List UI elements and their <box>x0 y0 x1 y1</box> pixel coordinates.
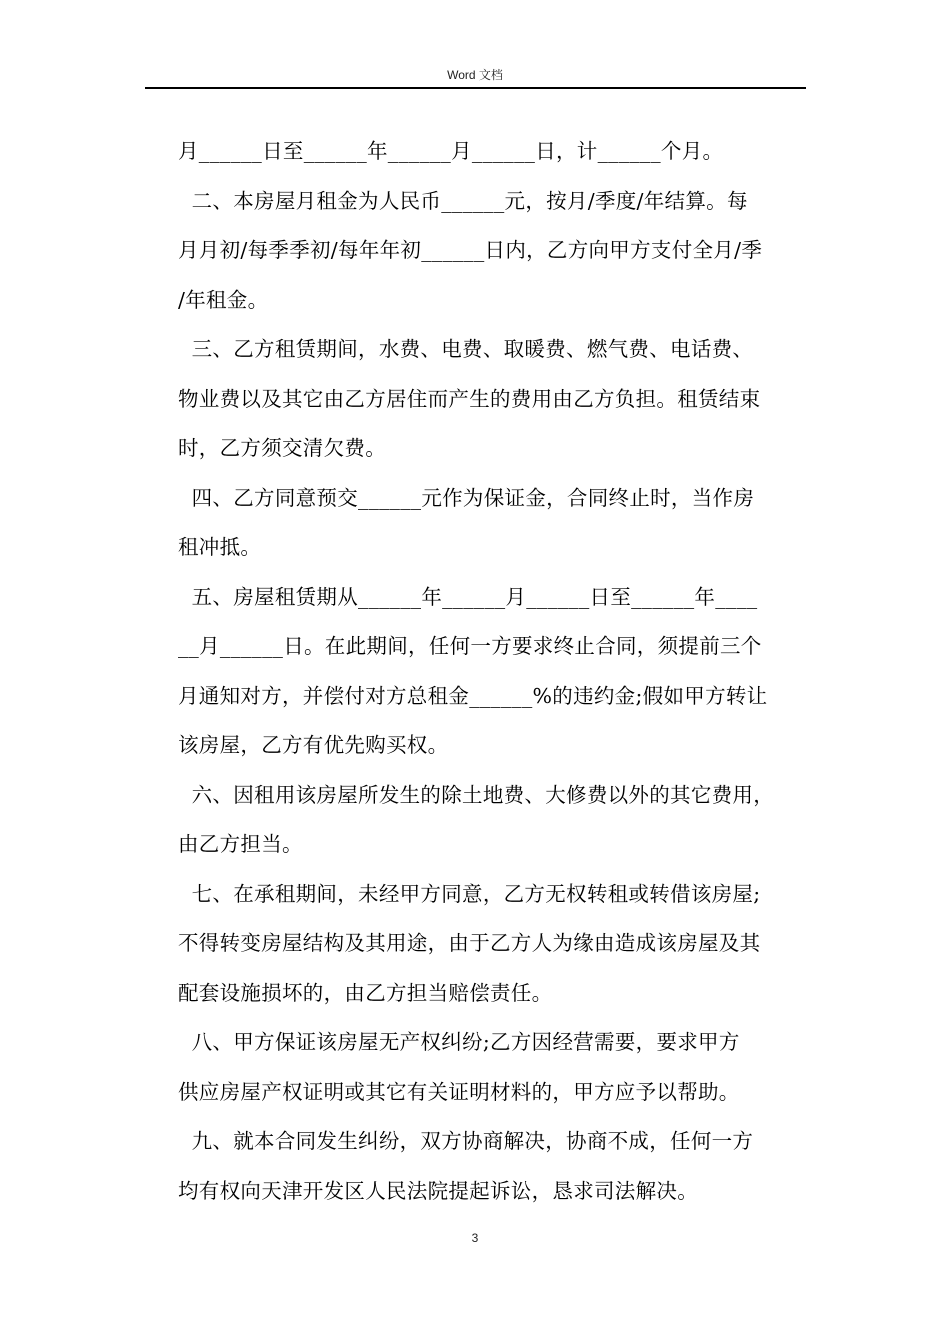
text-line: 时，乙方须交清欠费。 <box>178 436 386 460</box>
text-line: 不得转变房屋结构及其用途，由于乙方人为缘由造成该房屋及其 <box>178 931 761 955</box>
text-line: 由乙方担当。 <box>178 832 303 856</box>
text-line: /年租金。 <box>178 287 269 312</box>
text-line: 月______日至______年______月______日，计______个月。 <box>178 139 724 163</box>
text-line: __月______日。在此期间，任何一方要求终止合同，须提前三个 <box>178 634 762 658</box>
text-line: 八、甲方保证该房屋无产权纠纷;乙方因经营需要，要求甲方 <box>178 1030 740 1054</box>
text-line: 月月初/每季季初/每年年初______日内，乙方向甲方支付全月/季 <box>178 238 763 262</box>
text-line: 均有权向天津开发区人民法院提起诉讼，恳求司法解决。 <box>178 1178 698 1203</box>
text-line: 二、本房屋月租金为人民币______元，按月/季度/年结算。每 <box>178 188 748 213</box>
text-line: 四、乙方同意预交______元作为保证金，合同终止时，当作房 <box>178 485 755 510</box>
text-line: 月通知对方，并偿付对方总租金______%的违约金;假如甲方转让 <box>178 683 768 708</box>
text-line: 五、房屋租赁期从______年______月______日至______年____ <box>178 584 758 609</box>
text-line: 租冲抵。 <box>178 535 262 559</box>
text-line: 六、因租用该房屋所发生的除土地费、大修费以外的其它费用， <box>178 782 775 807</box>
text-line: 三、乙方租赁期间，水费、电费、取暖费、燃气费、电话费、 <box>178 337 754 361</box>
text-line: 该房屋，乙方有优先购买权。 <box>178 733 449 757</box>
document-body <box>178 131 808 1220</box>
text-line: 九、就本合同发生纠纷，双方协商解决，协商不成，任何一方 <box>178 1129 754 1153</box>
text-line: 七、在承租期间，未经甲方同意，乙方无权转租或转借该房屋; <box>178 881 761 906</box>
page-number: 3 <box>471 1231 479 1245</box>
text-line: 物业费以及其它由乙方居住而产生的费用由乙方负担。租赁结束 <box>178 386 761 411</box>
document-header: Word 文档 <box>447 68 503 82</box>
text-line: 供应房屋产权证明或其它有关证明材料的，甲方应予以帮助。 <box>178 1079 740 1104</box>
text-line: 配套设施损坏的，由乙方担当赔偿责任。 <box>178 980 553 1005</box>
header-rule <box>145 87 806 89</box>
